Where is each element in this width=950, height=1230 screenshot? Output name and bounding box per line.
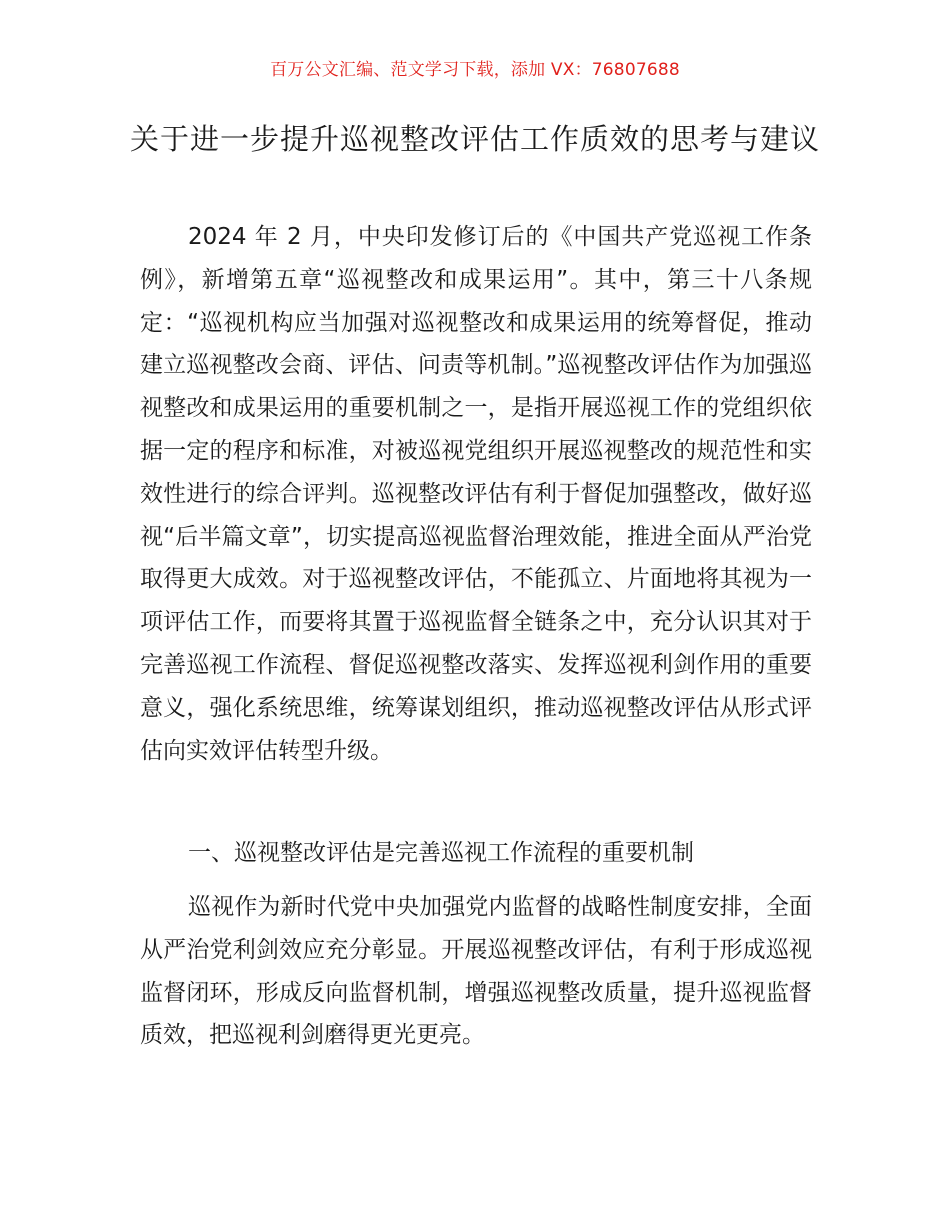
intro-paragraph: 2024 年 2 月，中央印发修订后的《中国共产党巡视工作条例》，新增第五章“巡视整改和成果运用”。其中，第三十八条规定：“巡视机构应当加强对巡视整改和成果运用的统筹督促，推动建立巡视整改会商、评估、问责等机制。”巡视整改评估作为加强巡视整改和成果运用的重要机制之一，是指开展巡视工作的党组织依据一定的程序和标准，对被巡视党组织开展巡视整改的规范性和实效性进行的综合评判。巡视整改评估有利于督促加强整改，做好巡视“后半篇文章”，切实提高巡视监督治理效能，推进全面从严治党取得更大成效。对于巡视整改评估，不能孤立、片面地将其视为一项评估工作，而要将其置于巡视监督全链条之中，充分认识其对于完善巡视工作流程、督促巡视整改落实、发挥巡视利剑作用的重要意义，强化系统思维，统筹谋划组织，推动巡视整改评估从形式评估向实效评估转型升级。 xyxy=(140,224,812,764)
section-heading: 一、巡视整改评估是完善巡视工作流程的重要机制 xyxy=(188,840,694,866)
document-title: 关于进一步提升巡视整改评估工作质效的思考与建议 xyxy=(130,122,821,156)
header-watermark-note: 百万公文汇编、范文学习下载，添加 VX：76807688 xyxy=(270,60,680,80)
section-paragraph: 巡视作为新时代党中央加强党内监督的战略性制度安排，全面从严治党利剑效应充分彰显。开展巡视整改评估，有利于形成巡视监督闭环，形成反向监督机制，增强巡视整改质量，提升巡视监督质效，把巡视利剑磨得更光更亮。 xyxy=(140,894,812,1049)
